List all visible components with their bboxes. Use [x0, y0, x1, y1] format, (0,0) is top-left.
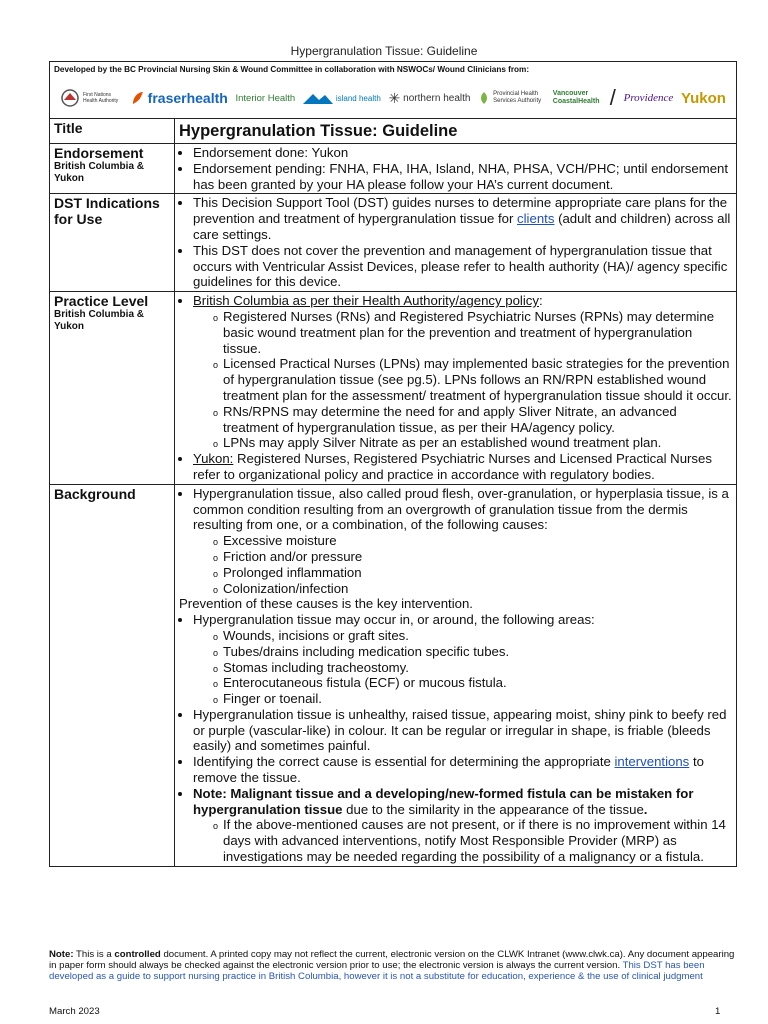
- slash-divider-icon: /: [609, 85, 616, 110]
- fnha-logo: First Nations Health Authority: [60, 88, 123, 108]
- northern-health-star-icon: ✳: [388, 89, 401, 106]
- endorsement-sub-label: British Columbia & Yukon: [54, 161, 145, 184]
- sub-list-item: o Colonization/infection: [223, 581, 732, 597]
- footer-date: March 2023: [49, 1006, 100, 1017]
- fraserhealth-mark-icon: [131, 90, 145, 106]
- title-label-cell: Title: [50, 119, 175, 144]
- title-row: [50, 119, 736, 144]
- document-title: Hypergranulation Tissue: Guideline: [179, 122, 458, 140]
- note-list-item: • Note: Malignant tissue and a developing/new-formed fistula can be mistaken for hypergranulation tissue due to the similarity in the appearance of the tissue. o If the above-mentioned causes are not present, or if there is no improvement within 14 days with advanced interventions, notify Most Responsible Provider (MRP) as investigations may be needed regarding the possibility of a malignancy or a fistula.: [193, 786, 732, 865]
- sub-list-item: o LPNs may apply Silver Nitrate as per an established wound treatment plan.: [223, 435, 732, 451]
- island-health-mark-icon: [303, 92, 333, 104]
- list-item: • This DST does not cover the prevention and management of hypergranulation tissue that occurs with Ventricular Assist Devices, please refer to health authority (HA)/ agency specific guidelines for this device.: [193, 243, 732, 290]
- list-item: • Identifying the correct cause is essential for determining the appropriate interventions to remove the tissue.: [193, 754, 732, 786]
- developer-row: [50, 62, 736, 119]
- list-item: • Hypergranulation tissue is unhealthy, raised tissue, appearing moist, shiny pink to beefy red or purple (vascular-like) in colour. It can be regular or irregular in shape, is friable (bleeds easily) and sometimes painful.: [193, 707, 732, 754]
- sub-list-item: o Licensed Practical Nurses (LPNs) may implemented basic strategies for the prevention of hypergranulation tissue (see pg.5). LPNs follows an RN/RPN established wound treatment plan for the assessment/ treatment of hypergranulation tissue should it occur.: [223, 356, 732, 403]
- list-item: • Endorsement pending: FNHA, FHA, IHA, Island, NHA, PHSA, VCH/PHC; until endorsement has been granted by your HA please follow your HA’s current document.: [193, 161, 732, 193]
- endorsement-label: Endorsement: [54, 145, 144, 161]
- prevention-text: Prevention of these causes is the key intervention.: [179, 596, 473, 612]
- fnha-logo-mark-icon: [60, 88, 80, 108]
- sub-list-item: o Enterocutaneous fistula (ECF) or mucous fistula.: [223, 675, 732, 691]
- practice-level-row: [50, 292, 736, 485]
- sub-list-item: o Friction and/or pressure: [223, 549, 732, 565]
- sub-list-item: o Finger or toenail.: [223, 691, 732, 707]
- page-header-title: Hypergranulation Tissue: Guideline: [290, 44, 478, 58]
- fraserhealth-logo: fraserhealth: [131, 90, 228, 106]
- footer-note: Note: This is a controlled document. A printed copy may not reflect the current, electronic version on the CLWK Intranet (www.clwk.ca). Any document appearing in paper form should always be checked against the electronic version prior to use; the electronic version is always the current version. This DST has been developed as a guide to support nursing practice in British Columbia, however it is not a substitute for education, experience & the use of clinical judgment: [49, 949, 735, 983]
- list-item: • Yukon: Registered Nurses, Registered Psychiatric Nurses and Licensed Practical Nurses refer to organizational policy and practice in accordance with regulatory bodies.: [193, 451, 732, 483]
- clients-link[interactable]: clients: [517, 211, 555, 227]
- endorsement-row: [50, 144, 736, 194]
- phsa-logo: Provincial Health Services Authority: [478, 91, 545, 105]
- interventions-link[interactable]: interventions: [614, 754, 690, 770]
- guideline-table: [50, 119, 736, 866]
- dst-row: [50, 194, 736, 292]
- dst-label: DST Indications for Use: [54, 195, 160, 228]
- sub-list-item: o Stomas including tracheostomy.: [223, 660, 732, 676]
- list-item: • Hypergranulation tissue may occur in, or around, the following areas: o Wounds, incisions or graft sites. o Tubes/drains including medication specific tubes. o Stomas including tracheostomy. o Enterocutaneous fistula (ECF) or mucous fistula. o Finger or toenail.: [193, 612, 732, 707]
- sub-list-item: o Prolonged inflammation: [223, 565, 732, 581]
- title-value-cell: [175, 119, 737, 144]
- sub-list-item: o Registered Nurses (RNs) and Registered Psychiatric Nurses (RPNs) may determine basic wound treatment plan for the prevention and treatment of hypergranulation tissue.: [223, 309, 732, 356]
- phsa-mark-icon: [478, 91, 490, 105]
- sub-list-item: o If the above-mentioned causes are not present, or if there is no improvement within 14 days with advanced interventions, notify Most Responsible Provider (MRP) as investigations may be needed regarding the possibility of a malignancy or a fistula.: [223, 817, 732, 864]
- list-item: • Endorsement done: Yukon: [193, 145, 732, 161]
- sub-list-item: o Excessive moisture: [223, 533, 732, 549]
- sub-list-item: o Wounds, incisions or graft sites.: [223, 628, 732, 644]
- list-item: • Hypergranulation tissue, also called proud flesh, over-granulation, or hyperplasia tissue, is a common condition resulting from an overgrowth of granulation tissue from the dermis resulting from one, or a combination, of the following causes: o Excessive moisture o Friction and/or pressure o Prolonged inflammation o Colonization/infection Prevention of these causes is the key intervention.: [193, 486, 732, 612]
- northern-health-logo: ✳ northern health: [388, 89, 471, 106]
- guideline-frame: [49, 61, 737, 867]
- list-item: • This Decision Support Tool (DST) guides nurses to determine appropriate care plans for the prevention and treatment of hypergranulation tissue for clients (adult and children) across all care settings.: [193, 195, 732, 242]
- yukon-logo: Yukon: [680, 89, 726, 107]
- practice-level-label: Practice Level: [54, 293, 149, 310]
- sub-list-item: o RNs/RPNS may determine the need for and apply Sliver Nitrate, an advanced treatment of hypergranulation tissue, as per their HA/agency policy.: [223, 404, 732, 436]
- background-label: Background: [54, 485, 136, 502]
- sub-list-item: o Tubes/drains including medication specific tubes.: [223, 644, 732, 660]
- practice-level-sub-label: British Columbia & Yukon: [54, 309, 145, 333]
- island-health-logo: island health: [303, 92, 381, 104]
- providence-logo: Providence: [623, 92, 674, 104]
- background-row: [50, 484, 736, 866]
- logo-strip: [54, 74, 732, 118]
- list-item: • British Columbia as per their Health Authority/agency policy: o Registered Nurses (RNs) and Registered Psychiatric Nurses (RPNs) may determine basic wound treatment plan for the prevention and treatment of hypergranulation tissue. o Licensed Practical Nurses (LPNs) may implemented basic strategies for the prevention of hypergranulation tissue (see pg.5). LPNs follows an RN/RPN established wound treatment plan for the assessment/ treatment of hypergranulation tissue should it occur. o RNs/RPNS may determine the need for and apply Sliver Nitrate, an advanced treatment of hypergranulation tissue, as per their HA/agency policy. o LPNs may apply Silver Nitrate as per an established wound treatment plan.: [193, 293, 732, 451]
- developed-by-text: Developed by the BC Provincial Nursing Skin & Wound Committee in collaboration with NSWOCs/ Wound Clinicians from:: [54, 65, 530, 74]
- vch-logo: Vancouver CoastalHealth /: [552, 85, 616, 110]
- interior-health-logo: Interior Health: [235, 92, 296, 104]
- page-number: 1: [715, 1006, 721, 1017]
